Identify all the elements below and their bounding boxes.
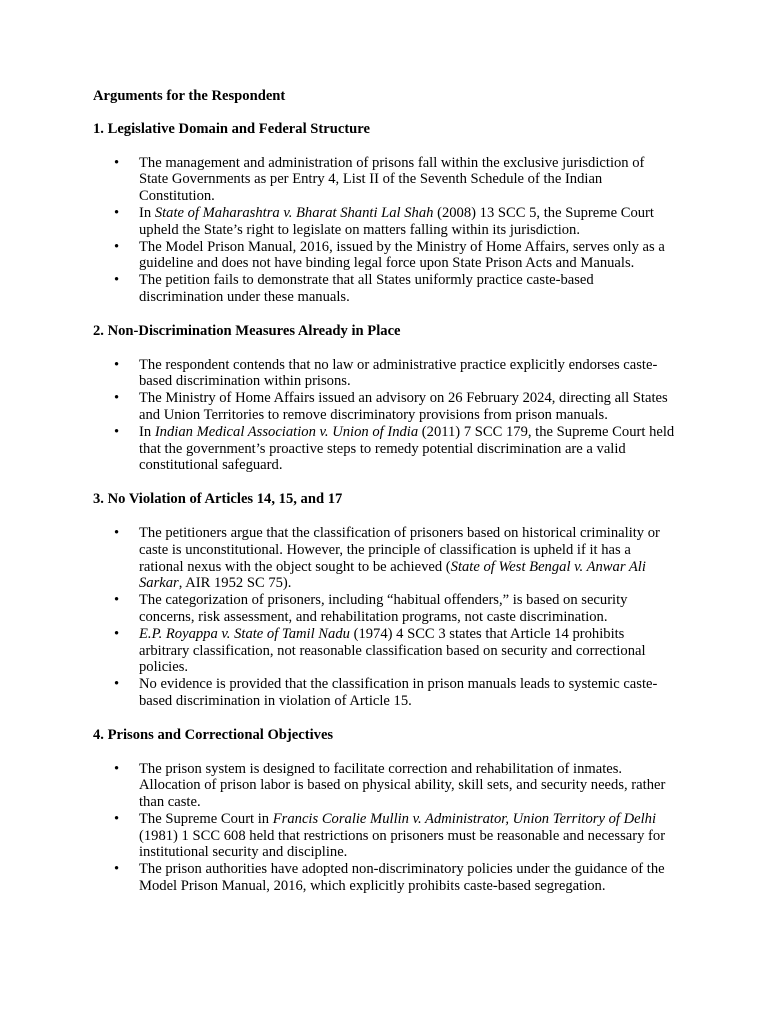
section-heading: 2. Non-Discrimination Measures Already in Place: [93, 322, 401, 339]
bullet-icon: •: [114, 861, 120, 878]
section-heading: 4. Prisons and Correctional Objectives: [93, 726, 334, 743]
section: [93, 727, 676, 895]
bullet-item: [93, 761, 676, 811]
bullet-item: [93, 861, 676, 895]
bullet-item: [93, 424, 676, 474]
bullet-text: No evidence is provided that the classification in prison manuals leads to systemic caste-based discrimination in violation of Article 15.: [139, 676, 658, 709]
section: [93, 491, 676, 710]
case-citation: Indian Medical Association v. Union of India: [154, 423, 419, 440]
bullet-icon: •: [114, 810, 120, 827]
bullet-text: The Supreme Court in: [139, 810, 273, 827]
case-citation: State of Maharashtra v. Bharat Shanti Lal Shah: [154, 204, 434, 221]
bullet-icon: •: [114, 154, 120, 171]
section-heading: 1. Legislative Domain and Federal Structure: [93, 120, 370, 137]
bullet-item: [93, 626, 676, 676]
bullet-list: [93, 155, 676, 306]
bullet-text: The respondent contends that no law or administrative practice explicitly endorses caste-based discrimination within prisons.: [139, 356, 658, 390]
bullet-text: The prison authorities have adopted non-discriminatory policies under the guidance of the Model Prison Manual, 2016, which explicitly prohibits caste-based segregation.: [139, 861, 665, 895]
bullet-item: [93, 357, 676, 391]
bullet-text: The Model Prison Manual, 2016, issued by the Ministry of Home Affairs, serves only as a guideline and does not have binding legal force upon State Prison Acts and Manuals.: [139, 238, 665, 272]
bullet-text: (2011) 7 SCC 179, the Supreme Court held that the government’s proactive steps to remedy potential discrimination are a valid constitutional safeguard.: [139, 423, 675, 474]
bullet-text: The petition fails to demonstrate that all States uniformly practice caste-based discrimination under these manuals.: [139, 272, 594, 305]
bullet-icon: •: [114, 390, 120, 407]
document-title: Arguments for the Respondent: [93, 88, 286, 104]
bullet-text: The management and administration of prisons fall within the exclusive jurisdiction of State Governments as per Entry 4, List II of the Seventh Schedule of the Indian Constitution.: [139, 154, 645, 205]
case-citation: E.P. Royappa v. State of Tamil Nadu: [139, 625, 350, 642]
case-citation: State of West Bengal v. Anwar Ali Sarkar: [139, 558, 646, 592]
bullet-text: The Ministry of Home Affairs issued an advisory on 26 February 2024, directing all States and Union Territories to remove discriminatory provisions from prison manuals.: [139, 390, 668, 423]
bullet-item: [93, 239, 676, 273]
bullet-text: (1974) 4 SCC 3 states that Article 14 prohibits arbitrary classification, not reasonable classification based on security and correctional policies.: [139, 625, 646, 676]
bullet-item: [93, 525, 676, 592]
bullet-icon: •: [114, 204, 120, 221]
bullet-text: The categorization of prisoners, including “habitual offenders,” is based on security concerns, risk assessment, and rehabilitation programs, not caste discrimination.: [139, 592, 628, 625]
bullet-text: (1981) 1 SCC 608 held that restrictions on prisoners must be reasonable and necessary for institutional security and discipline.: [139, 827, 666, 861]
bullet-item: [93, 592, 676, 626]
bullet-text: In: [139, 204, 155, 221]
bullet-list: [93, 357, 676, 475]
bullet-text: , AIR 1952 SC 75).: [178, 575, 292, 592]
section: [93, 121, 676, 306]
bullet-icon: •: [114, 625, 120, 642]
bullet-text: The petitioners argue that the classification of prisoners based on historical criminality or caste is unconstitutional. However, the principle of classification is upheld if it has a rational nexus with the object sought to be achieved (: [139, 524, 660, 575]
bullet-list: [93, 761, 676, 895]
bullet-icon: •: [114, 524, 120, 541]
bullet-item: [93, 205, 676, 239]
bullet-item: [93, 390, 676, 424]
bullet-text: In: [139, 423, 155, 440]
bullet-item: [93, 272, 676, 306]
bullet-icon: •: [114, 592, 120, 609]
section-heading: 3. No Violation of Articles 14, 15, and 17: [93, 491, 343, 508]
bullet-item: [93, 155, 676, 205]
bullet-item: [93, 811, 676, 861]
bullet-text: The prison system is designed to facilitate correction and rehabilitation of inmates. Allocation of prison labor is based on physical ability, skill sets, and security needs, rather than caste.: [139, 760, 666, 811]
bullet-icon: •: [114, 423, 120, 440]
bullet-icon: •: [114, 676, 120, 693]
bullet-icon: •: [114, 356, 120, 373]
bullet-icon: •: [114, 760, 120, 777]
document-body: [93, 121, 676, 895]
section: [93, 323, 676, 474]
case-citation: Francis Coralie Mullin v. Administrator, Union Territory of Delhi: [272, 810, 656, 827]
bullet-icon: •: [114, 238, 120, 255]
bullet-item: [93, 676, 676, 710]
bullet-text: (2008) 13 SCC 5, the Supreme Court upheld the State’s right to legislate on matters falling within its jurisdiction.: [139, 204, 654, 238]
bullet-icon: •: [114, 272, 120, 289]
bullet-list: [93, 525, 676, 710]
